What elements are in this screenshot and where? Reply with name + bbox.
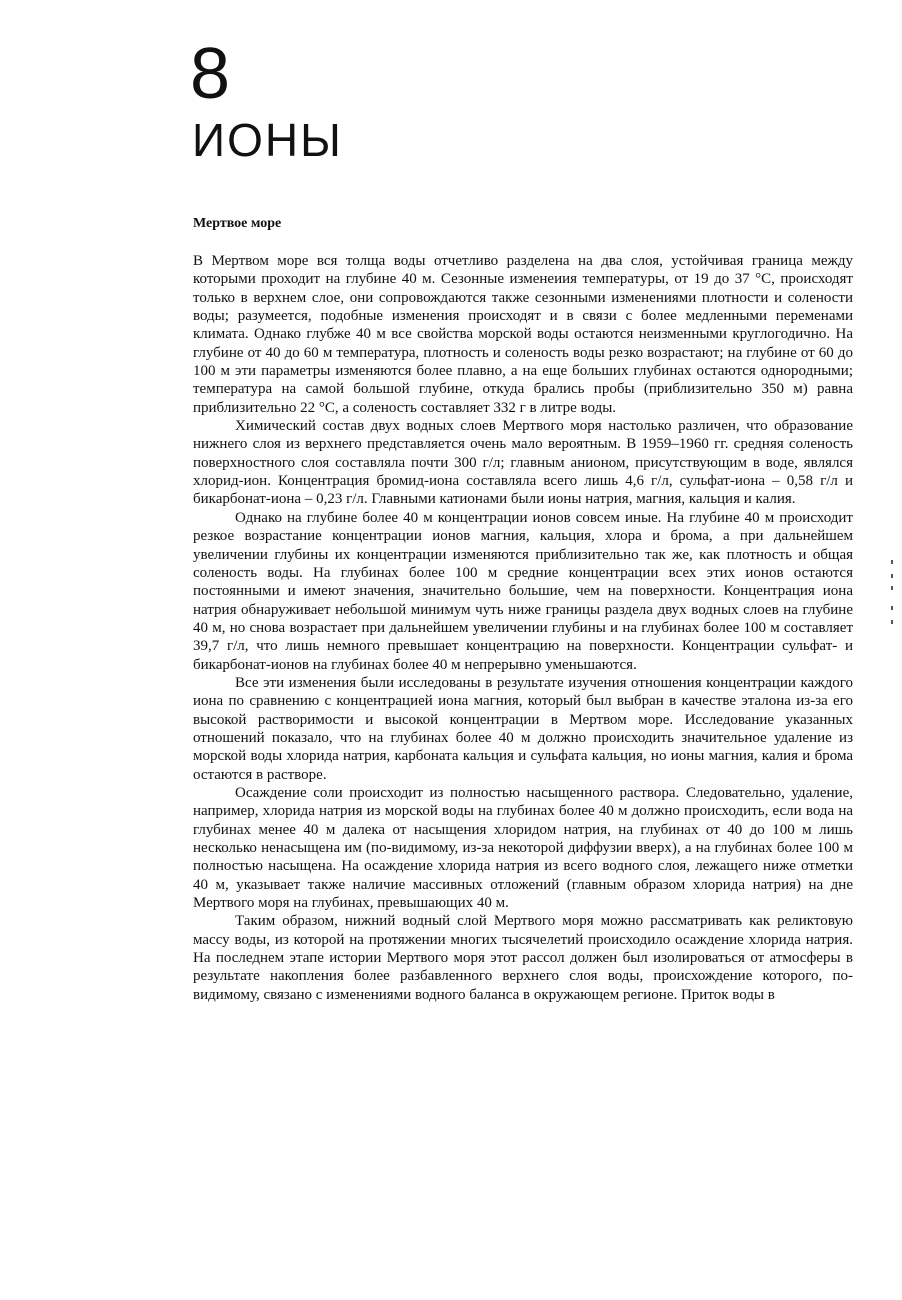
paragraph-4: Все эти изменения были исследованы в результате изучения отношения концентрации каждого иона по сравнению с концентрацией иона магния, который был выбран в качестве эталона из-за его высокой растворимости и высокой концентрации в Мертвом море. Исследование указанных отношений показало, что на глубинах более 40 м должно происходить значительное удаление из морской воды хлорида натрия, карбоната кальция и сульфата кальция, но ионы магния, калия и брома остаются в растворе.	[193, 674, 853, 783]
paragraph-5: Осаждение соли происходит из полностью насыщенного раствора. Следовательно, удаление, например, хлорида натрия из морской воды на глубинах более 40 м должно происходить, если вода на глубинах менее 40 м далека от насыщения хлоридом натрия, на глубинах от 40 до 100 м лишь несколько ненасыщена им (по-видимому, из-за некоторой диффузии вверх), а на глубинах более 100 м полностью насыщена. На осаждение хлорида натрия из всего водного слоя, лежащего ниже отметки 40 м, указывает также наличие массивных отложений (главным образом хлорида натрия) на дне Мертвого моря на глубинах, превышающих 40 м.	[193, 784, 853, 912]
chapter-number: 8	[190, 34, 231, 114]
body-text	[193, 252, 853, 1004]
paragraph-1: В Мертвом море вся толща воды отчетливо разделена на два слоя, устойчивая граница между которыми проходит на глубине 40 м. Сезонные изменеиия температуры, от 19 до 37 °С, происходят только в верхнем слое, они сопровождаются также сезонными изменениями плотности и солености воды; разумеется, подобные изменения происходят и в связи с более медленными переменами климата. Однако глубже 40 м все свойства морской воды остаются неизменными круглогодично. На глубине от 40 до 60 м температура, плотность и соленость воды резко возрастают; на глубине от 60 до 100 м эти параметры изменяются более плавно, а на еще больших глубинах остаются однородными; температура на самой большой глубине, откуда брались пробы (приблизительно 350 м) равна приблизительно 22 °С, а соленость составляет 332 г в литре воды.	[193, 253, 853, 416]
margin-scan-marks	[888, 560, 896, 630]
paragraph-2: Химический состав двух водных слоев Мертвого моря настолько различен, что образование нижнего слоя из верхнего представляется очень мало вероятным. В 1959–1960 гг. средняя соленость поверхностного слоя составляла почти 300 г/л; главным анионом, присутствующим в воде, являлся хлорид-ион. Концентрация бромид-иона составляла всего лишь 4,6 г/л, сульфат-иона – 0,58 г/л и бикарбонат-иона – 0,23 г/л. Главными катионами были ионы натрия, магния, кальция и калия.	[193, 418, 853, 508]
section-heading: Мертвое море	[193, 216, 282, 231]
paragraph-3: Однако на глубине более 40 м концентрации ионов совсем иные. На глубине 40 м происходит резкое возрастание концентрации ионов магния, кальция, хлора и брома, а при дальнейшем увеличении глубины их концентрации изменяются приблизительно так же, как плотность и общая соленость воды. На глубинах более 100 м средние концентрации всех этих ионов остаются постоянными и имеют значения, значительно большие, чем на поверхности. Концентрация иона натрия обнаруживает небольшой минимум чуть ниже границы раздела двух водных слоев на глубине 40 м, но снова возрастает при дальнейшем увеличении глубины и на глубинах более 100 м составляет 39,7 г/л, что лишь немного превышает концентрацию на поверхности. Концентрации сульфат- и бикарбонат-ионов на глубинах более 40 м непрерывно уменьшаются.	[193, 509, 853, 673]
paragraph-6: Таким образом, нижний водный слой Мертвого моря можно рассматривать как реликтовую массу воды, из которой на протяжении многих тысячелетий происходило осаждение хлорида натрия. На последнем этапе истории Мертвого моря этот рассол должен был изолироваться от атмосферы в результате накопления более разбавленного верхнего слоя воды, происхождение которого, по-видимому, связано с изменениями водного баланса в окружающем регионе. Приток воды в	[193, 913, 853, 1003]
chapter-title: ИОНЫ	[192, 114, 343, 166]
